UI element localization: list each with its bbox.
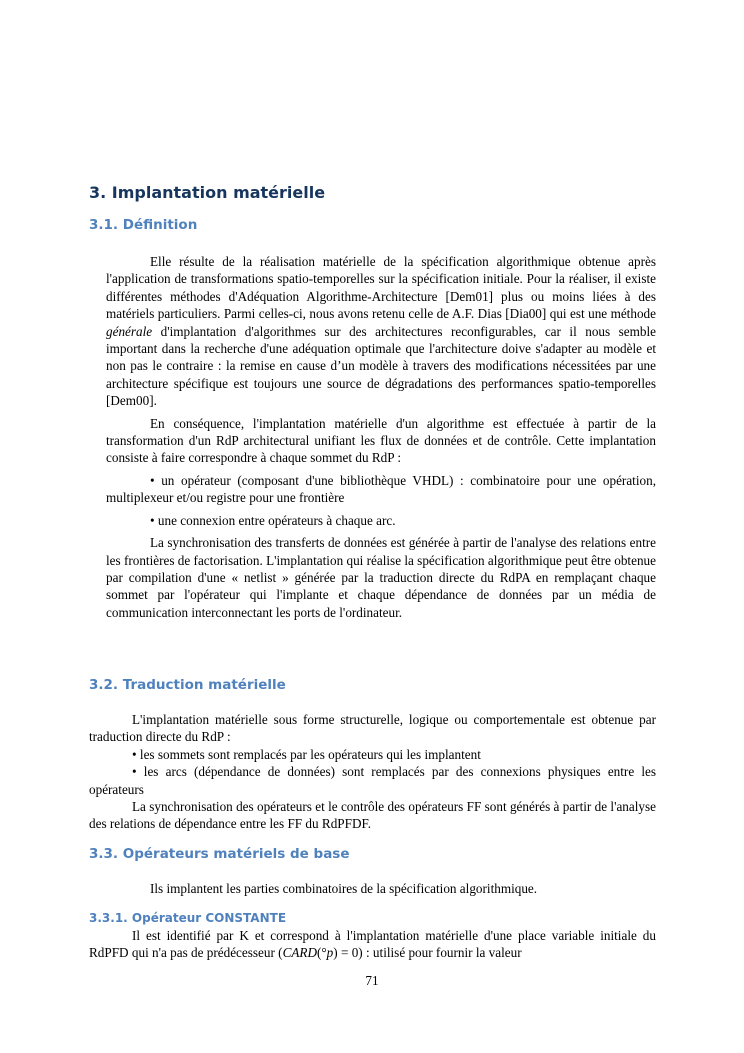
text-span: Elle résulte de la réalisation matérielle de la spécification algorithmique obtenue après l'application de transformations spatio-temporelles sur la spécification initiale. Pour la réaliser, il existe différentes méthodes d'Adéquation Algorithme-Architecture [Dem01] plus ou moins liées à des matériels particuliers. Parmi celles-ci, nous avons retenu celle de A.F. Dias [Dia00] qui est une méthode <box>106 254 656 322</box>
traduction-body <box>89 711 656 833</box>
text-span: Il est identifié par K et correspond à l'implantation matérielle d'une place variable initiale du RdPFD qui n'a pas de prédécesseur ( <box>89 928 656 961</box>
subsection-title-operateurs: 3.3. Opérateurs matériels de base <box>89 846 350 862</box>
text-span: (° <box>317 945 327 961</box>
definition-bullet-1: • un opérateur (composant d'une bibliothèque VHDL) : combinatoire pour une opération, multiplexeur et/ou registre pour une frontière <box>106 472 656 506</box>
definition-body <box>106 253 656 621</box>
traduction-bullet-2: • les arcs (dépendance de données) sont remplacés par des connexions physiques entre les opérateurs <box>89 764 656 797</box>
constante-paragraph <box>89 927 656 962</box>
definition-paragraph-3: La synchronisation des transferts de données est générée à partir de l'analyse des relations entre les frontières de factorisation. L'implantation qui réalise la spécification algorithmique peut être obtenue par compilation d'une « netlist » générée par la traduction directe du RdPA en remplaçant chaque sommet par l'opérateur qui l'implante et chaque dépendance de données par un média de communication interconnectant les ports de l'ordinateur. <box>106 535 656 620</box>
text-span: d'implantation d'algorithmes sur des architectures reconfigurables, car il nous semble important dans la recherche d'une adéquation optimale que l'architecture doive s'adapter au modèle et non pas le contraire : la remise en cause d’un modèle à travers des modifications nécessitées par une architecture spécifique est toujours une source de dégradations des performances spatio-temporelles [Dem00]. <box>106 323 656 409</box>
section-title: 3. Implantation matérielle <box>89 183 326 202</box>
subsection-title-traduction: 3.2. Traduction matérielle <box>89 677 286 693</box>
definition-paragraph-2: En conséquence, l'implantation matérielle d'un algorithme est effectuée à partir de la transformation d'un RdP architectural unifiant les flux de données et de contrôle. Cette implantation consiste à faire correspondre à chaque sommet du RdP : <box>106 415 656 466</box>
emphasis: générale <box>106 323 153 339</box>
traduction-paragraph-1: L'implantation matérielle sous forme structurelle, logique ou comportementale est obtenue par traduction directe du RdP : <box>89 712 656 745</box>
definition-bullet-2: • une connexion entre opérateurs à chaque arc. <box>150 512 396 528</box>
traduction-bullet-1: • les sommets sont remplacés par les opérateurs qui les implantent <box>132 746 481 762</box>
traduction-paragraph-2: La synchronisation des opérateurs et le contrôle des opérateurs FF sont générés à partir de l'analyse des relations de dépendance entre les FF du RdPFDF. <box>89 799 656 832</box>
emphasis: p <box>326 945 334 961</box>
definition-paragraph-1 <box>106 253 656 410</box>
page-number: 71 <box>365 973 379 988</box>
subsection-title-definition: 3.1. Définition <box>89 217 198 233</box>
subsubsection-title-constante: 3.3.1. Opérateur CONSTANTE <box>89 911 287 925</box>
operateurs-paragraph: Ils implantent les parties combinatoires de la spécification algorithmique. <box>150 881 538 896</box>
text-span: ) = 0) : utilisé pour fournir la valeur <box>333 945 522 961</box>
emphasis: CARD <box>282 945 317 961</box>
constante-body <box>89 927 656 962</box>
